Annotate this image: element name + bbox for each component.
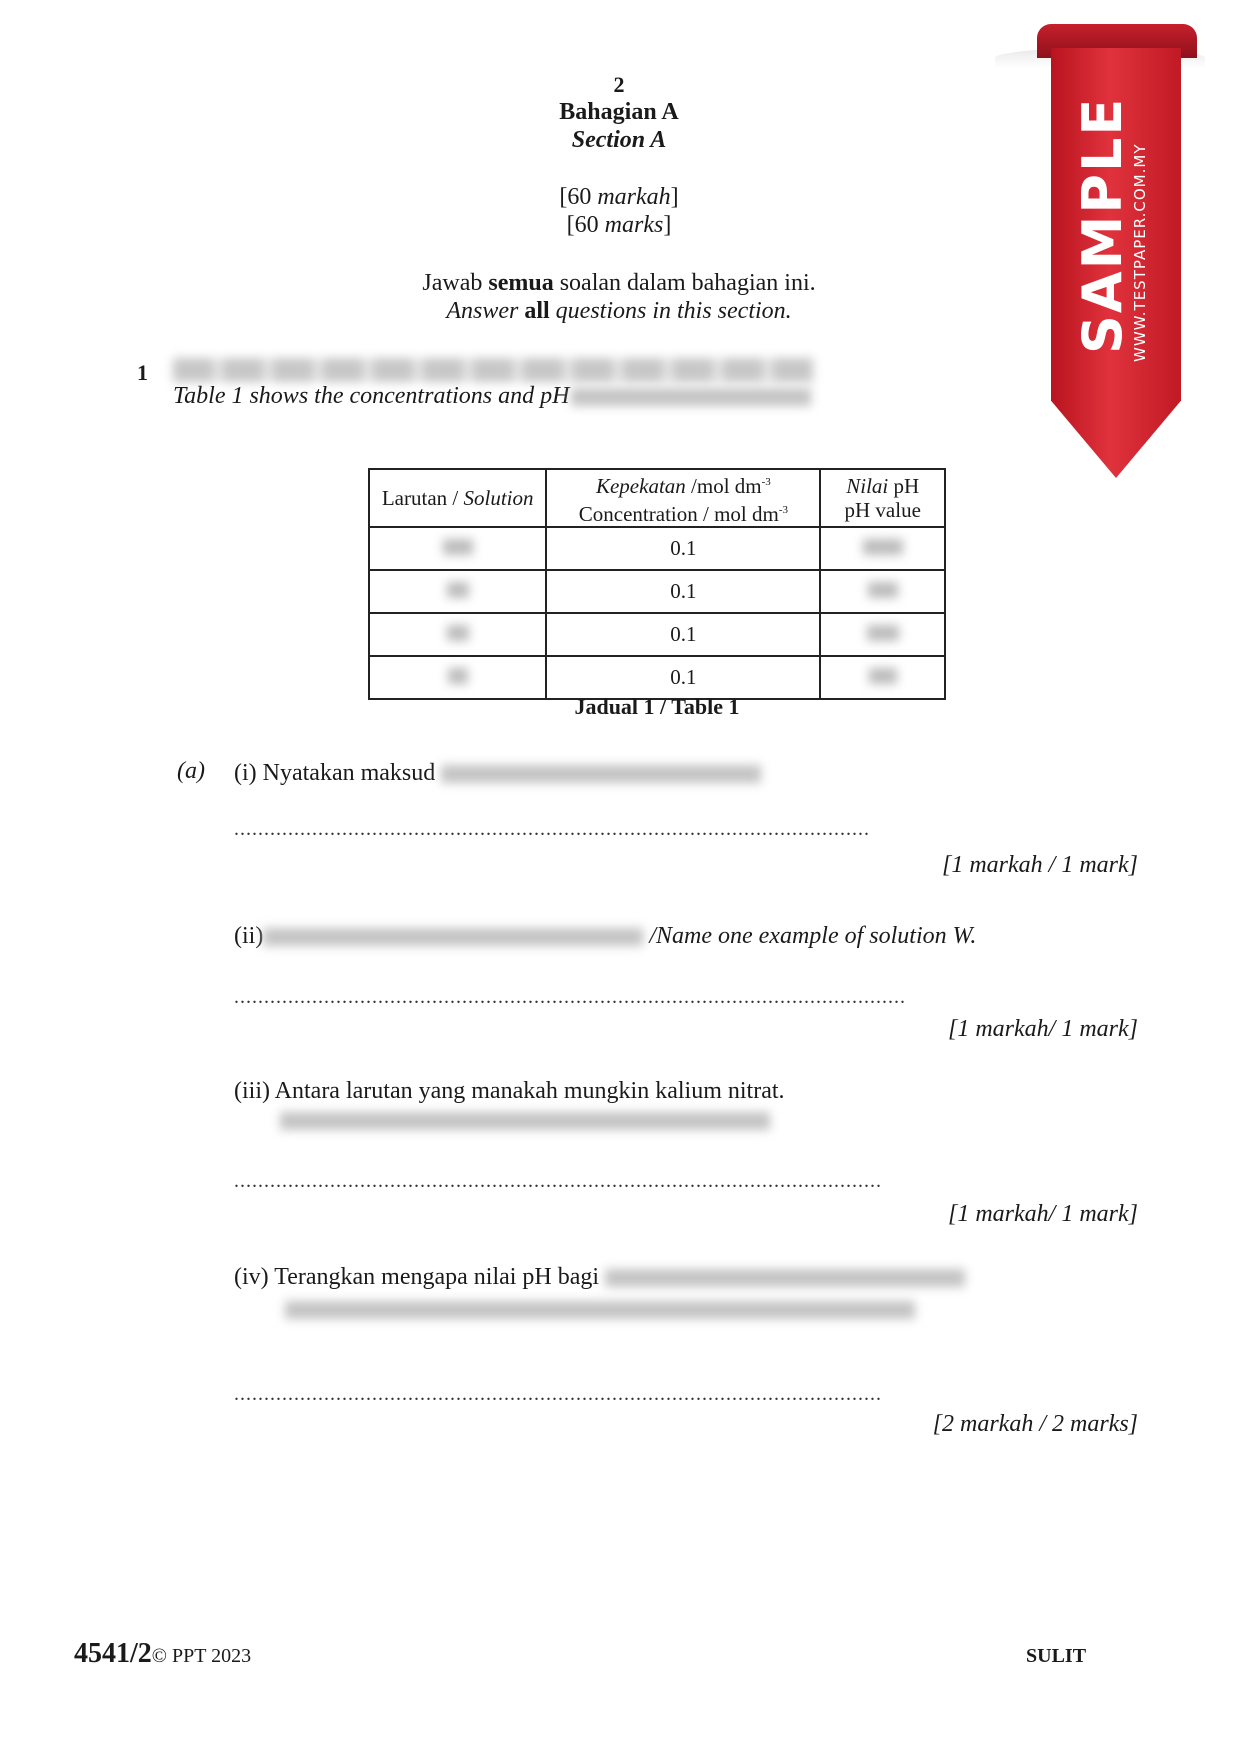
header-ph-ms: Nilai	[846, 474, 889, 498]
cell-ph-blurred	[820, 527, 945, 570]
marks-en-word: marks	[604, 212, 664, 238]
question-stem-en	[173, 383, 811, 410]
instr-ms-b: semua	[488, 270, 554, 296]
blurred-subpart-i	[441, 765, 761, 783]
cell-concentration: 0.1	[546, 527, 820, 570]
cell-ph-blurred	[820, 656, 945, 699]
section-title-ms: Bahagian A	[559, 99, 679, 125]
cell-solution-blurred	[369, 527, 546, 570]
header-sup-1: -3	[761, 476, 771, 488]
blurred-stem-ms	[173, 358, 813, 382]
table-row	[369, 570, 945, 613]
blur-block	[868, 582, 898, 598]
blur-block	[448, 668, 468, 684]
instr-ms-a: Jawab	[422, 270, 489, 296]
cell-solution-blurred	[369, 570, 546, 613]
blur-block	[867, 625, 899, 641]
cell-concentration: 0.1	[546, 570, 820, 613]
blurred-subpart-iii-en	[280, 1112, 770, 1130]
table-1	[368, 468, 946, 700]
blur-block	[443, 539, 473, 555]
header-concentration	[546, 469, 820, 527]
header-concentration-ms: Kepekatan	[595, 474, 686, 498]
instr-en-c: questions in this section.	[549, 298, 792, 324]
blur-block	[447, 582, 469, 598]
cell-concentration: 0.1	[546, 613, 820, 656]
instruction-ms	[0, 270, 1239, 297]
header-solution-ms: Larutan /	[381, 486, 464, 510]
answer-line-i[interactable]: ..........................................................................................................	[234, 818, 870, 840]
header-sup-2: -3	[778, 504, 789, 516]
question-number: 1	[137, 360, 148, 385]
ribbon-sample-label: SAMPLE	[1071, 96, 1134, 354]
subpart-iii: (iii) Antara larutan yang manakah mungkin kalium nitrat.	[234, 1078, 785, 1104]
blur-block	[869, 668, 897, 684]
blurred-subpart-iv	[605, 1269, 965, 1287]
cell-solution-blurred	[369, 656, 546, 699]
section-title-en: Section A	[571, 127, 667, 153]
marks-i: [1 markah / 1 mark]	[942, 852, 1138, 878]
subpart-iv-text: (iv) Terangkan mengapa nilai pH bagi	[234, 1264, 600, 1290]
subpart-ii-prefix: (ii)	[234, 923, 264, 949]
cell-ph-blurred	[820, 570, 945, 613]
subpart-i-text: (i) Nyatakan maksud	[234, 760, 436, 786]
blur-block	[447, 625, 469, 641]
subpart-ii	[234, 923, 976, 950]
classification: SULIT	[1026, 1645, 1087, 1667]
marks-en-close: ]	[663, 212, 672, 238]
blurred-subpart-ii	[263, 928, 643, 946]
answer-line-iv[interactable]: ............................................................................................................	[234, 1383, 882, 1405]
marks-ms-word: markah	[597, 184, 671, 210]
answer-line-ii[interactable]: ................................................................................................................	[234, 986, 906, 1008]
header-ph-en: pH value	[844, 498, 921, 522]
subpart-ii-text: /Name one example of solution W.	[643, 923, 977, 949]
header-concentration-ms-unit: /mol dm	[685, 474, 762, 498]
page-number: 2	[613, 72, 625, 97]
subpart-i	[234, 760, 761, 787]
instruction-en	[0, 298, 1239, 325]
marks-en	[0, 212, 1239, 239]
stem-en-text: Table 1 shows the concentrations and pH	[173, 383, 570, 409]
subpart-iv	[234, 1264, 965, 1291]
marks-ii: [1 markah/ 1 mark]	[948, 1016, 1138, 1042]
header-solution	[369, 469, 546, 527]
answer-line-iii[interactable]: ............................................................................................................	[234, 1170, 882, 1192]
marks-iv: [2 markah / 2 marks]	[932, 1411, 1138, 1437]
marks-ms-close: ]	[670, 184, 679, 210]
part-label: (a)	[177, 758, 205, 784]
blurred-stem-en-end	[571, 388, 811, 406]
cell-concentration: 0.1	[546, 656, 820, 699]
cell-solution-blurred	[369, 613, 546, 656]
table-row	[369, 527, 945, 570]
cell-ph-blurred	[820, 613, 945, 656]
header-concentration-en: Concentration / mol dm	[578, 502, 779, 526]
marks-iii: [1 markah/ 1 mark]	[948, 1201, 1138, 1227]
marks-ms-num: [60	[559, 184, 598, 210]
instr-en-b: all	[524, 298, 550, 324]
marks-en-num: [60	[566, 212, 605, 238]
instr-ms-c: soalan dalam bahagian ini.	[553, 270, 816, 296]
paper-code: 4541/2	[74, 1638, 152, 1669]
table-header-row	[369, 469, 945, 527]
header-ph-ms-unit: pH	[888, 474, 920, 498]
instr-en-a: Answer	[446, 298, 525, 324]
blurred-subpart-iv-en	[285, 1301, 915, 1319]
header-ph	[820, 469, 945, 527]
table-row	[369, 613, 945, 656]
table-row	[369, 656, 945, 699]
blur-block	[863, 539, 903, 555]
footer-code	[74, 1638, 251, 1670]
header-solution-en: Solution	[463, 486, 534, 510]
marks-ms	[0, 184, 1239, 211]
table-caption: Jadual 1 / Table 1	[574, 694, 740, 719]
copyright: © PPT 2023	[151, 1645, 252, 1667]
ribbon-url: WWW.TESTPAPER.COM.MY	[1131, 143, 1149, 362]
